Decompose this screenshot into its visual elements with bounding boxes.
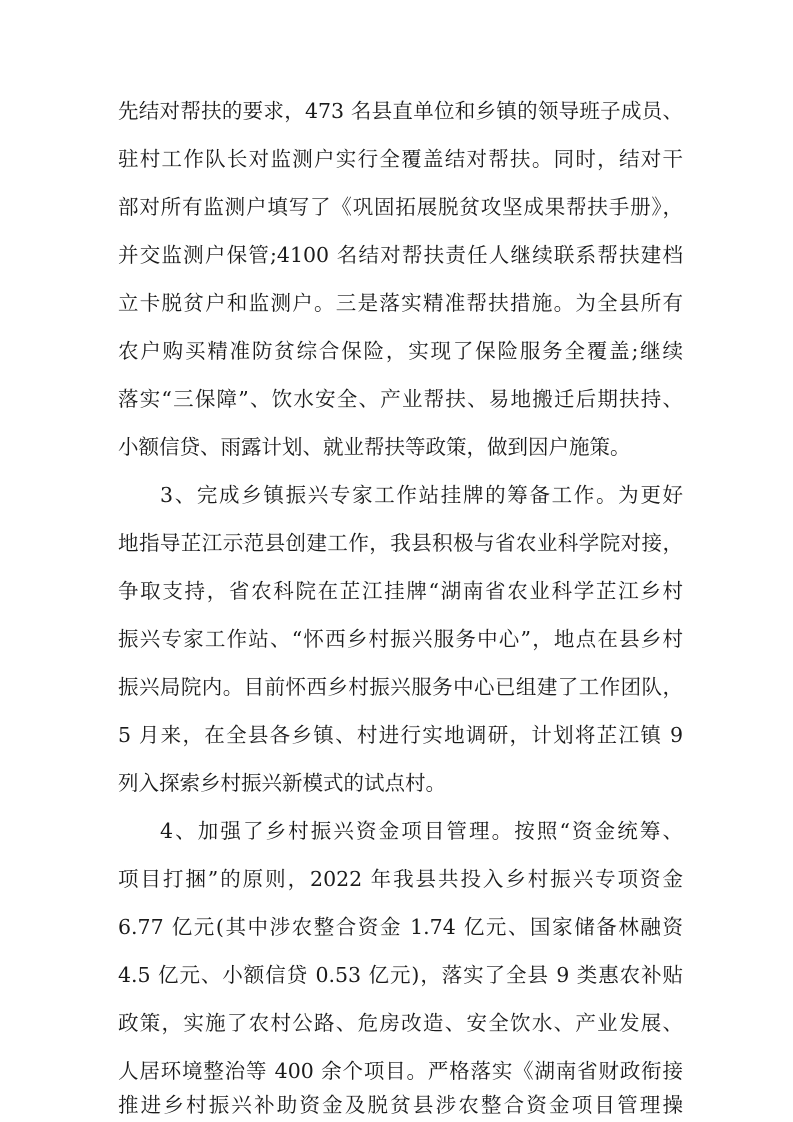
text-line-13: 振兴局院内。目前怀西乡村振兴服务中心已组建了工作团队， [118,675,683,699]
paragraph-4-first-line: 4、加强了乡村振兴资金项目管理。按照“资金统筹、 [160,819,683,843]
text-line-6: 农户购买精准防贫综合保险，实现了保险服务全覆盖;继续 [118,339,683,363]
text-line-19: 4.5 亿元、小额信贷 0.53 亿元)，落实了全县 9 类惠农补贴 [118,963,683,987]
text-line-14: 5 月来，在全县各乡镇、村进行实地调研，计划将芷江镇 9 [118,723,683,747]
text-line-22: 推进乡村振兴补助资金及脱贫县涉农整合资金项目管理操 [118,1093,683,1117]
text-line-4: 并交监测户保管;4100 名结对帮扶责任人继续联系帮扶建档 [118,243,683,267]
text-line-3: 部对所有监测户填写了《巩固拓展脱贫攻坚成果帮扶手册》， [118,195,683,219]
text-line-11: 争取支持，省农科院在芷江挂牌“湖南省农业科学芷江乡村 [118,579,683,603]
text-line-17: 项目打捆”的原则，2022 年我县共投入乡村振兴专项资金 [118,867,683,891]
text-line-15: 列入探索乡村振兴新模式的试点村。 [118,771,446,795]
paragraph-3-first-line: 3、完成乡镇振兴专家工作站挂牌的筹备工作。为更好 [160,483,683,507]
text-line-18: 6.77 亿元(其中涉农整合资金 1.74 亿元、国家储备林融资 [118,915,683,939]
text-line-7: 落实“三保障”、饮水安全、产业帮扶、易地搬迁后期扶持、 [118,387,683,411]
text-line-2: 驻村工作队长对监测户实行全覆盖结对帮扶。同时，结对干 [118,147,683,171]
text-line-8: 小额信贷、雨露计划、就业帮扶等政策，做到因户施策。 [118,435,631,459]
text-line-1: 先结对帮扶的要求，473 名县直单位和乡镇的领导班子成员、 [118,99,683,123]
text-line-20: 政策，实施了农村公路、危房改造、安全饮水、产业发展、 [118,1011,683,1035]
text-line-5: 立卡脱贫户和监测户。三是落实精准帮扶措施。为全县所有 [118,291,683,315]
text-line-12: 振兴专家工作站、“怀西乡村振兴服务中心”，地点在县乡村 [118,627,683,651]
text-line-21: 人居环境整治等 400 余个项目。严格落实《湖南省财政衔接 [118,1059,683,1083]
text-line-10: 地指导芷江示范县创建工作，我县积极与省农业科学院对接， [118,531,683,555]
